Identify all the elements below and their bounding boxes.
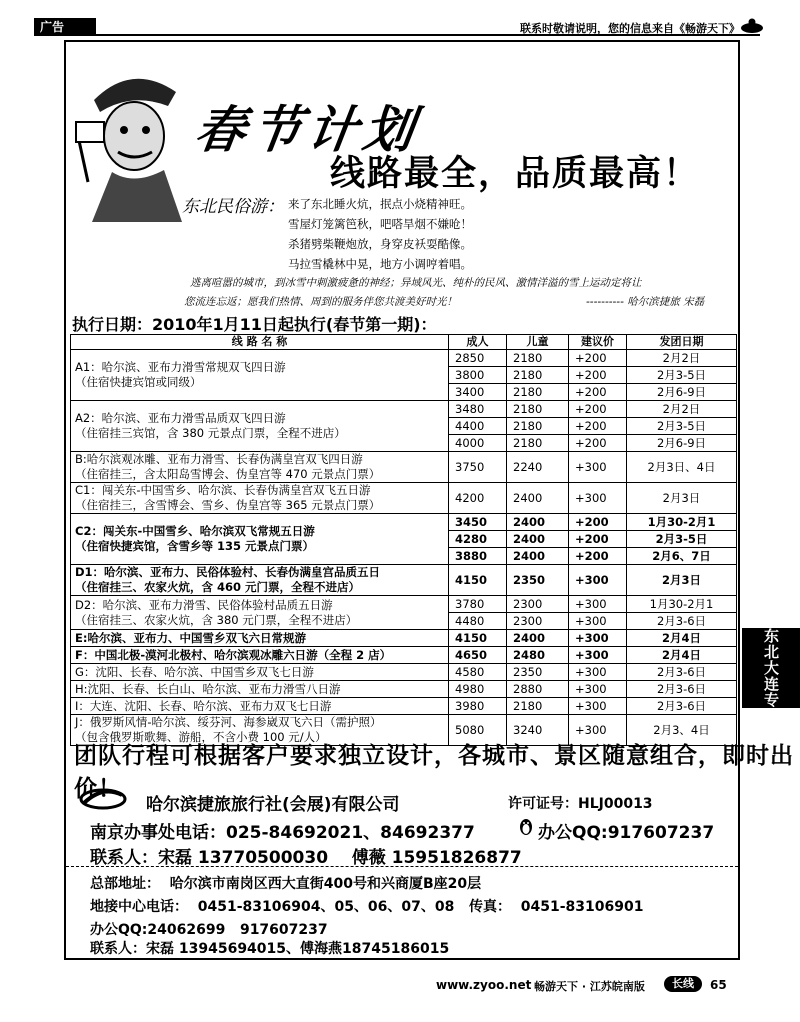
table-row (71, 681, 737, 698)
qq-penguin-icon (518, 818, 534, 836)
poem-line: 雪屋灯笼篱笆秋，吧嗒旱烟不嫌呛！ (288, 217, 472, 231)
adult-price: 3750 (449, 452, 507, 483)
mascot-caricature-icon (72, 62, 192, 222)
departure-date: 2月3-6日 (627, 698, 737, 715)
departure-date: 2月3日 (627, 565, 737, 596)
promo-signature: ---------- 哈尔滨捷旅 宋磊 (586, 296, 705, 308)
suggested-markup: +200 (569, 384, 627, 401)
route-name (71, 596, 449, 630)
adult-price: 4580 (449, 664, 507, 681)
promo-blurb: 您流连忘返；愿我们热情、周到的服务伴您共渡美好时光！ (184, 296, 457, 308)
child-price: 2300 (507, 613, 569, 630)
suggested-markup: +300 (569, 596, 627, 613)
agency-name: 哈尔滨捷旅旅行社(会展)有限公司 (146, 795, 400, 815)
section-divider (66, 866, 738, 867)
child-price: 2180 (507, 350, 569, 367)
child-price: 2400 (507, 630, 569, 647)
custom-group-banner: 团队行程可根据客户要求独立设计，各城市、景区随意组合，即时出价！ (74, 743, 794, 802)
table-row (71, 452, 737, 483)
child-price: 2350 (507, 664, 569, 681)
child-price: 2880 (507, 681, 569, 698)
column-header: 线 路 名 称 (71, 335, 449, 350)
adult-price: 4150 (449, 630, 507, 647)
adult-price: 3980 (449, 698, 507, 715)
adult-price: 4280 (449, 531, 507, 548)
child-price: 2300 (507, 596, 569, 613)
route-name-line: （住宿快捷宾馆或同级） (75, 375, 202, 389)
route-name (71, 514, 449, 565)
table-row (71, 350, 737, 367)
adult-price: 4200 (449, 483, 507, 514)
route-name (71, 452, 449, 483)
route-name-line: B:哈尔滨观冰雕、亚布力滑雪、长春伪满皇宫双飞四日游 (75, 452, 363, 466)
route-name-line: （住宿挂三，含太阳岛雪博会、伪皇宫等 470 元景点门票） (75, 467, 381, 481)
suggested-markup: +300 (569, 613, 627, 630)
magazine-logo-icon (740, 18, 764, 34)
route-name-line: C2：闯关东-中国雪乡、哈尔滨双飞常规五日游 (75, 524, 315, 538)
route-name (71, 681, 449, 698)
table-row (71, 514, 737, 531)
poem-line: 杀猪劈柴鞭炮放，身穿皮袄耍酷像。 (288, 237, 472, 251)
slogan: 线路最全，品质最高！ (330, 154, 701, 194)
table-row (71, 647, 737, 664)
hq-contacts: 联系人：宋磊 13945694015、傅海燕18745186015 (90, 941, 450, 957)
nanjing-contacts: 联系人：宋磊 13770500030 傅薇 15951826877 (90, 848, 522, 868)
adult-price: 5080 (449, 715, 507, 746)
route-name-line: （包含俄罗斯歌舞、游船，不含小费 100 元/人） (75, 730, 327, 744)
route-name-line: C1：闯关东-中国雪乡、哈尔滨、长春伪满皇宫双飞五日游 (75, 483, 371, 497)
hq-phone-fax: 地接中心电话： 0451-83106904、05、06、07、08 传真： 0451-83106901 (90, 899, 644, 915)
route-name (71, 630, 449, 647)
departure-date: 2月3、4日 (627, 715, 737, 746)
poem-line: 马拉雪橇林中晃，地方小调哼着唱。 (288, 257, 472, 271)
route-name-line: （住宿挂三，含雪博会、雪乡、伪皇宫等 365 元景点门票） (75, 498, 381, 512)
column-header: 成人 (449, 335, 507, 350)
route-name-line: （住宿挂三宾馆，含 380 元景点门票，全程不进店） (75, 426, 346, 440)
child-price: 2180 (507, 698, 569, 715)
departure-date: 2月3-6日 (627, 681, 737, 698)
page-number: 65 (710, 978, 727, 992)
suggested-markup: +200 (569, 418, 627, 435)
suggested-markup: +300 (569, 565, 627, 596)
adult-price: 4480 (449, 613, 507, 630)
adult-price: 3780 (449, 596, 507, 613)
table-header-row (71, 335, 737, 350)
route-name-line: J：俄罗斯风情-哈尔滨、绥芬河、海参崴双飞六日（需护照） (75, 715, 382, 729)
departure-date: 2月4日 (627, 630, 737, 647)
header-note: 联系时敬请说明，您的信息来自《畅游天下》 (520, 22, 740, 35)
child-price: 2180 (507, 367, 569, 384)
departure-date: 2月3-5日 (627, 418, 737, 435)
adult-price: 3450 (449, 514, 507, 531)
route-name (71, 483, 449, 514)
departure-date: 1月30-2月1 (627, 596, 737, 613)
child-price: 2180 (507, 401, 569, 418)
footer-website-link[interactable]: www.zyoo.net (436, 978, 532, 992)
departure-date: 2月2日 (627, 350, 737, 367)
suggested-markup: +200 (569, 367, 627, 384)
adult-price: 3400 (449, 384, 507, 401)
suggested-markup: +200 (569, 435, 627, 452)
route-name-line: G：沈阳、长春、哈尔滨、中国雪乡双飞七日游 (75, 664, 314, 679)
child-price: 2400 (507, 548, 569, 565)
departure-date: 2月3-6日 (627, 664, 737, 681)
suggested-markup: +200 (569, 514, 627, 531)
child-price: 2400 (507, 531, 569, 548)
execution-date: 执行日期：2010年1月11日起执行(春节第一期)： (72, 315, 437, 334)
route-name-line: A1：哈尔滨、亚布力滑雪常规双飞四日游 (75, 360, 286, 374)
suggested-markup: +200 (569, 350, 627, 367)
column-header: 建议价 (569, 335, 627, 350)
poem-line: 来了东北睡火炕，抿点小烧精神旺。 (288, 197, 472, 211)
column-header: 儿童 (507, 335, 569, 350)
suggested-markup: +300 (569, 664, 627, 681)
adult-price: 4650 (449, 647, 507, 664)
adult-price: 3800 (449, 367, 507, 384)
table-row (71, 565, 737, 596)
route-name-line: （住宿快捷宾馆，含雪乡等 135 元景点门票） (75, 539, 315, 553)
suggested-markup: +300 (569, 630, 627, 647)
table-row (71, 596, 737, 613)
hq-qq: 办公QQ:24062699 917607237 (90, 922, 328, 938)
route-name-line: A2：哈尔滨、亚布力滑雪品质双飞四日游 (75, 411, 286, 425)
departure-date: 2月2日 (627, 401, 737, 418)
departure-date: 2月3-5日 (627, 367, 737, 384)
departure-date: 2月6-9日 (627, 384, 737, 401)
child-price: 2400 (507, 514, 569, 531)
route-name-line: （住宿挂三、农家火炕，含 380 元门票，全程不进店） (75, 612, 358, 627)
suggested-markup: +300 (569, 647, 627, 664)
child-price: 2350 (507, 565, 569, 596)
adult-price: 3880 (449, 548, 507, 565)
adult-price: 3480 (449, 401, 507, 418)
suggested-markup: +300 (569, 698, 627, 715)
adult-price: 4150 (449, 565, 507, 596)
table-row (71, 630, 737, 647)
route-name-line: D2：哈尔滨、亚布力滑雪、民俗体验村品质五日游 (75, 597, 333, 612)
route-rows (71, 350, 737, 746)
footer-section-badge: 长线 (664, 976, 702, 992)
route-name-line: D1：哈尔滨、亚布力、民俗体验村、长春伪满皇宫品质五日 (75, 565, 381, 579)
suggested-markup: +300 (569, 452, 627, 483)
suggested-markup: +200 (569, 531, 627, 548)
adult-price: 2850 (449, 350, 507, 367)
adult-price: 4980 (449, 681, 507, 698)
route-name (71, 565, 449, 596)
child-price: 2180 (507, 435, 569, 452)
license-number: 许可证号：HLJ00013 (508, 796, 653, 812)
adult-price: 4400 (449, 418, 507, 435)
route-name-line: H:沈阳、长春、长白山、哈尔滨、亚布力滑雪八日游 (75, 681, 341, 696)
child-price: 3240 (507, 715, 569, 746)
route-name-line: E:哈尔滨、亚布力、中国雪乡双飞六日常规游 (75, 630, 306, 645)
departure-date: 1月30-2月1 (627, 514, 737, 531)
route-name (71, 698, 449, 715)
table-row (71, 483, 737, 514)
departure-date: 2月3-5日 (627, 531, 737, 548)
promo-blurb: 逃离喧嚣的城市，到冰雪中刺激疲惫的神经；异域风光、纯朴的民风、激情洋溢的雪上运动定将让 (190, 277, 642, 289)
suggested-markup: +200 (569, 548, 627, 565)
table-row (71, 401, 737, 418)
child-price: 2400 (507, 483, 569, 514)
route-name (71, 401, 449, 452)
route-name (71, 647, 449, 664)
table-row (71, 698, 737, 715)
departure-date: 2月4日 (627, 647, 737, 664)
office-qq: 办公QQ:917607237 (538, 823, 715, 843)
child-price: 2180 (507, 418, 569, 435)
departure-date: 2月3日 (627, 483, 737, 514)
hq-address: 总部地址： 哈尔滨市南岗区西大直街400号和兴商厦B座20层 (90, 876, 482, 892)
nanjing-office-phone: 南京办事处电话：025-84692021、84692377 (90, 823, 475, 843)
suggested-markup: +200 (569, 401, 627, 418)
ad-tag: 广告 (34, 18, 96, 36)
child-price: 2240 (507, 452, 569, 483)
suggested-markup: +300 (569, 715, 627, 746)
child-price: 2180 (507, 384, 569, 401)
suggested-markup: +300 (569, 483, 627, 514)
route-price-table (70, 334, 737, 746)
route-name (71, 664, 449, 681)
suggested-markup: +300 (569, 681, 627, 698)
table-row (71, 664, 737, 681)
departure-date: 2月3-6日 (627, 613, 737, 630)
campaign-title: 春节计划 (191, 100, 424, 159)
agency-swoosh-logo-icon (78, 787, 128, 811)
folk-tour-label: 东北民俗游： (182, 197, 284, 217)
departure-date: 2月3日、4日 (627, 452, 737, 483)
departure-date: 2月6-9日 (627, 435, 737, 452)
column-header: 发团日期 (627, 335, 737, 350)
footer-publication: 畅游天下 · 江苏皖南版 (534, 980, 645, 993)
child-price: 2480 (507, 647, 569, 664)
route-name-line: F：中国北极-漠河北极村、哈尔滨观冰雕六日游（全程 2 店） (75, 647, 392, 662)
adult-price: 4000 (449, 435, 507, 452)
route-name (71, 350, 449, 401)
route-name-line: （住宿挂三、农家火炕，含 460 元门票，全程不进店） (75, 580, 361, 594)
route-name-line: I：大连、沈阳、长春、哈尔滨、亚布力双飞七日游 (75, 698, 332, 713)
departure-date: 2月6、7日 (627, 548, 737, 565)
side-section-tab: 东北大连专线 (742, 628, 800, 708)
